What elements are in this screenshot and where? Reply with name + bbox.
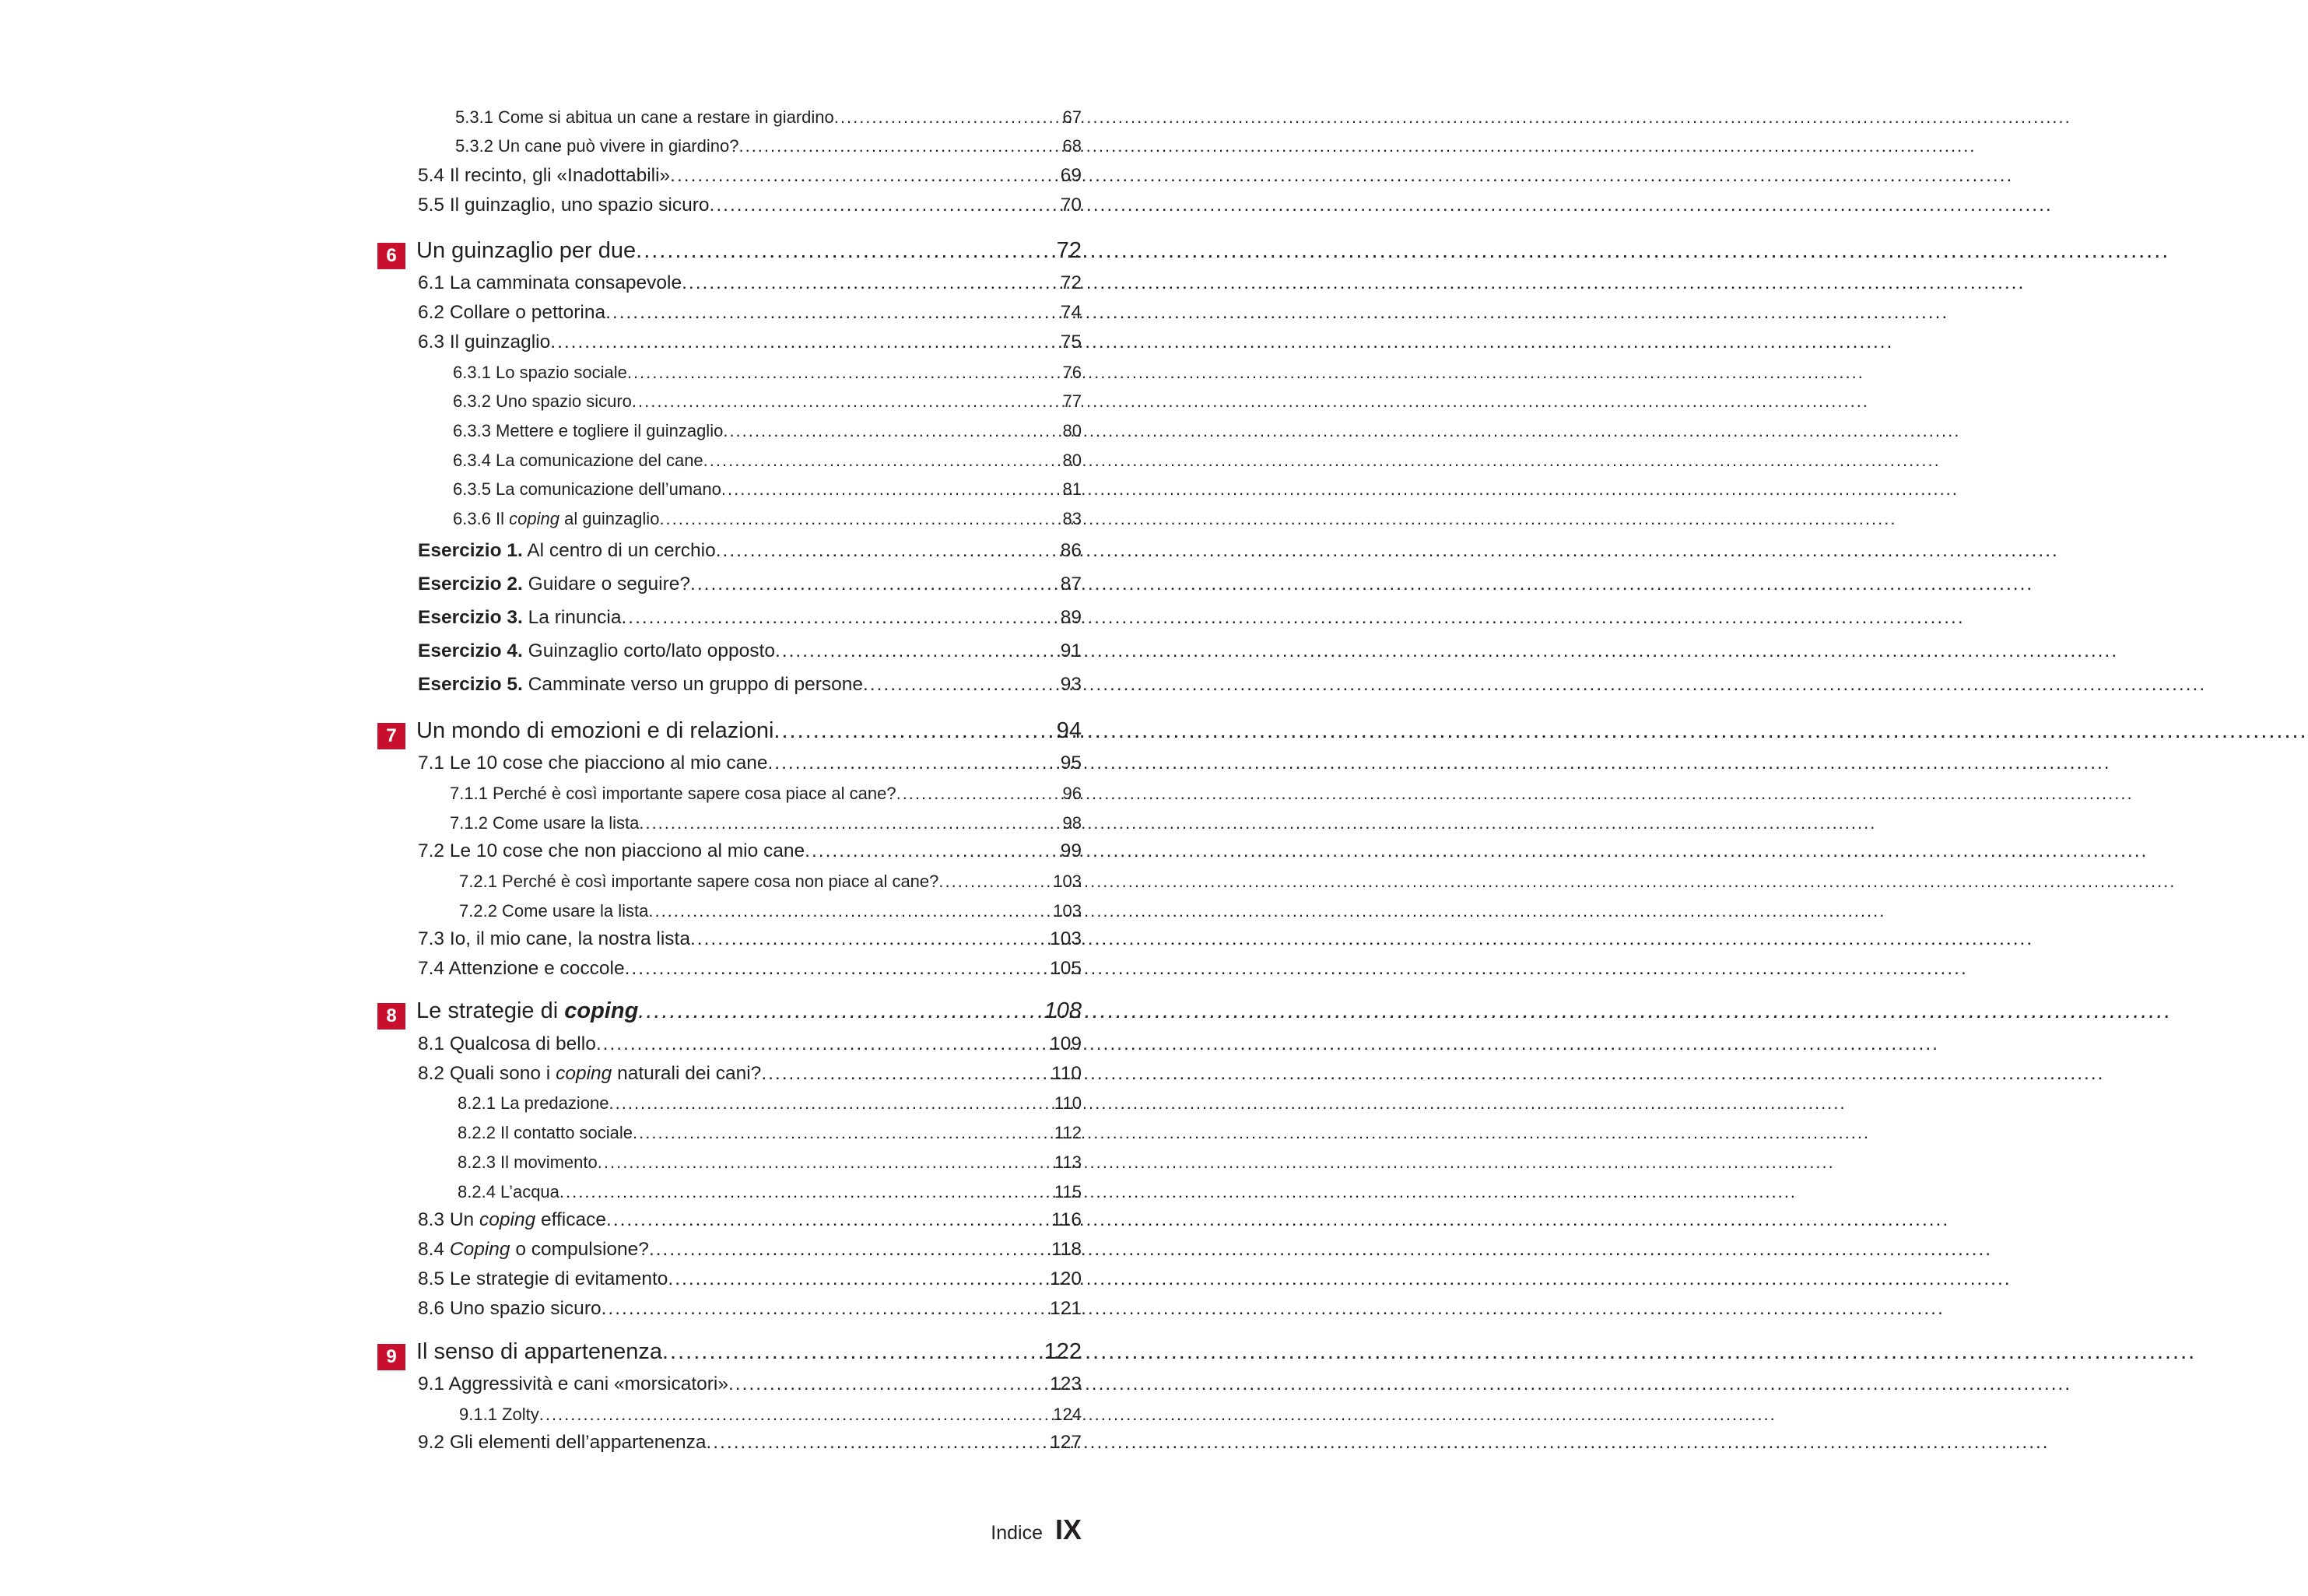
toc-entry-title: 6.3.2 Uno spazio sicuro xyxy=(453,391,632,411)
dot-leader xyxy=(639,813,1062,833)
toc-entry-title: 8.1 Qualcosa di bello xyxy=(418,1033,596,1054)
dot-leader xyxy=(834,107,1063,128)
toc-entry-page: 99 xyxy=(1060,840,1082,861)
toc-entry-title: 7.2 Le 10 cose che non piacciono al mio cane xyxy=(418,840,805,861)
chapter-number-badge: 8 xyxy=(377,1003,405,1030)
toc-entry-title: 5.3.1 Come si abitua un cane a restare in giardino xyxy=(455,107,834,127)
toc-entry-title: 7.4 Attenzione e coccole xyxy=(418,958,625,979)
toc-entry-title: 6.3.6 Il coping al guinzaglio xyxy=(453,509,660,528)
dot-leader xyxy=(627,363,1063,383)
exercise-entry xyxy=(418,674,1082,696)
chapter-entry xyxy=(416,998,1082,1024)
toc-entry-title: 7.2.2 Come usare la lista xyxy=(459,901,649,921)
chapter-number-badge: 7 xyxy=(377,723,405,749)
toc-entry-page: 80 xyxy=(1062,451,1082,470)
toc-entry-page: 89 xyxy=(1060,607,1082,628)
toc-entry-title: 8.4 Coping o compulsione? xyxy=(418,1239,649,1260)
toc-entry xyxy=(453,391,1082,412)
dot-leader xyxy=(605,302,1061,324)
toc-entry-page: 115 xyxy=(1054,1182,1082,1201)
toc-entry xyxy=(458,1093,1082,1114)
dot-leader xyxy=(648,901,1053,921)
dot-leader xyxy=(690,928,1050,950)
toc-entry-page: 105 xyxy=(1050,958,1082,979)
toc-entry-title: 6.3 Il guinzaglio xyxy=(418,331,551,353)
dot-leader xyxy=(622,607,1061,629)
toc-entry-page: 121 xyxy=(1050,1298,1082,1319)
toc-entry-title: 6.2 Collare o pettorina xyxy=(418,302,606,323)
dot-leader xyxy=(723,421,1062,441)
toc-entry-title: 6.3.4 La comunicazione del cane xyxy=(453,451,703,470)
toc-entry-title: 8.2.1 La predazione xyxy=(458,1093,609,1113)
dot-leader xyxy=(703,451,1063,471)
toc-entry-page: 81 xyxy=(1062,479,1082,499)
toc-entry xyxy=(458,1182,1082,1202)
toc-entry-title: Esercizio 1. Al centro di un cerchio xyxy=(418,540,716,561)
toc-entry-page: 80 xyxy=(1062,421,1082,440)
toc-entry xyxy=(418,1373,1082,1395)
toc-entry xyxy=(418,1268,1082,1290)
toc-entry-title: 8.2.4 L’acqua xyxy=(458,1182,559,1201)
toc-entry xyxy=(418,958,1082,980)
toc-entry-title: 7.1.1 Perché è così importante sapere cosa piace al cane? xyxy=(450,784,896,803)
toc-entry-title: 6.3.3 Mettere e togliere il guinzaglio xyxy=(453,421,724,440)
toc-entry-title: Esercizio 5. Camminate verso un gruppo di persone xyxy=(418,674,863,695)
dot-leader xyxy=(598,1152,1054,1173)
toc-entry-title: Esercizio 2. Guidare o seguire? xyxy=(418,574,691,595)
toc-entry-title: 8.6 Uno spazio sicuro xyxy=(418,1298,602,1319)
toc-entry-page: 103 xyxy=(1053,901,1082,921)
toc-entry-page: 76 xyxy=(1062,363,1082,382)
toc-entry-page: 67 xyxy=(1062,107,1082,127)
toc-entry-page: 70 xyxy=(1060,195,1082,216)
dot-leader xyxy=(625,958,1051,980)
dot-leader xyxy=(896,784,1063,804)
chapter-number-badge: 6 xyxy=(377,243,405,269)
page-number: IX xyxy=(1054,1514,1082,1545)
toc-entry-page: 113 xyxy=(1054,1152,1082,1172)
toc-entry-page: 77 xyxy=(1062,391,1082,411)
toc-entry-title: 8.2.3 Il movimento xyxy=(458,1152,598,1172)
dot-leader xyxy=(682,272,1061,294)
toc-entry-page: 91 xyxy=(1060,640,1082,661)
dot-leader xyxy=(636,238,1057,264)
toc-entry-page: 95 xyxy=(1060,752,1082,773)
exercise-entry xyxy=(418,540,1082,562)
dot-leader xyxy=(633,1123,1054,1143)
toc-entry xyxy=(458,1152,1082,1173)
dot-leader xyxy=(559,1182,1054,1202)
toc-entry-page: 94 xyxy=(1056,718,1082,743)
toc-entry-title: Esercizio 3. La rinuncia xyxy=(418,607,622,628)
toc-entry-page: 108 xyxy=(1044,998,1082,1023)
dot-leader xyxy=(659,509,1062,529)
toc-entry xyxy=(450,784,1082,804)
dot-leader xyxy=(539,1405,1054,1425)
toc-entry xyxy=(453,479,1082,500)
dot-leader xyxy=(716,540,1061,562)
toc-entry-page: 98 xyxy=(1062,813,1082,833)
toc-entry-page: 72 xyxy=(1056,238,1082,263)
toc-entry-page: 118 xyxy=(1051,1239,1082,1260)
toc-entry-page: 68 xyxy=(1062,136,1082,156)
chapter-title: Un guinzaglio per due xyxy=(416,238,637,263)
toc-entry-page: 103 xyxy=(1053,872,1082,891)
toc-entry-title: 8.2.2 Il contatto sociale xyxy=(458,1123,633,1142)
dot-leader xyxy=(710,195,1061,216)
dot-leader xyxy=(670,165,1061,187)
dot-leader xyxy=(767,752,1060,774)
toc-entry xyxy=(418,272,1082,294)
dot-leader xyxy=(938,872,1053,892)
footer-section-label: Indice xyxy=(991,1522,1043,1544)
toc-entry xyxy=(418,928,1082,950)
exercise-entry xyxy=(418,607,1082,629)
toc-entry-page: 123 xyxy=(1050,1373,1082,1394)
toc-entry xyxy=(418,331,1082,353)
toc-entry xyxy=(453,451,1082,471)
toc-entry xyxy=(418,302,1082,324)
toc-entry-title: 6.1 La camminata consapevole xyxy=(418,272,682,293)
toc-entry xyxy=(418,1033,1082,1055)
toc-entry-page: 116 xyxy=(1051,1209,1082,1230)
toc-entry xyxy=(459,1405,1082,1425)
chapter-number-badge: 9 xyxy=(377,1344,405,1370)
toc-entry-title: 7.1.2 Come usare la lista xyxy=(450,813,640,833)
toc-entry xyxy=(418,195,1082,216)
toc-entry-title: Esercizio 4. Guinzaglio corto/lato opposto xyxy=(418,640,775,661)
dot-leader xyxy=(805,840,1061,862)
dot-leader xyxy=(606,1209,1051,1231)
toc-entry xyxy=(455,136,1082,156)
dot-leader xyxy=(668,1268,1050,1290)
toc-entry-title: 9.2 Gli elementi dell’appartenenza xyxy=(418,1432,707,1453)
dot-leader xyxy=(632,391,1063,412)
dot-leader xyxy=(775,640,1061,662)
toc-entry-title: 7.1 Le 10 cose che piacciono al mio cane xyxy=(418,752,768,773)
toc-entry-title: 8.3 Un coping efficace xyxy=(418,1209,607,1230)
toc-entry xyxy=(418,1063,1082,1085)
toc-entry xyxy=(418,1209,1082,1231)
dot-leader xyxy=(728,1373,1050,1395)
toc-entry xyxy=(458,1123,1082,1143)
toc-entry-title: 8.5 Le strategie di evitamento xyxy=(418,1268,668,1289)
toc-entry-title: 5.4 Il recinto, gli «Inadottabili» xyxy=(418,165,671,186)
page-footer xyxy=(991,1514,1082,1546)
toc-entry-page: 122 xyxy=(1044,1339,1082,1364)
toc-entry-page: 120 xyxy=(1050,1268,1082,1289)
toc-entry-title: 7.2.1 Perché è così importante sapere cosa non piace al cane? xyxy=(459,872,939,891)
toc-entry-page: 127 xyxy=(1050,1432,1082,1453)
dot-leader xyxy=(706,1432,1050,1454)
toc-entry-page: 103 xyxy=(1050,928,1082,949)
toc-entry-page: 109 xyxy=(1050,1033,1082,1054)
toc-entry xyxy=(418,840,1082,862)
dot-leader xyxy=(638,998,1044,1024)
toc-entry-page: 110 xyxy=(1051,1063,1082,1084)
toc-entry-title: 8.2 Quali sono i coping naturali dei cani? xyxy=(418,1063,762,1084)
exercise-entry xyxy=(418,640,1082,662)
toc-entry-title: 9.1.1 Zolty xyxy=(459,1405,539,1424)
toc-entry-page: 110 xyxy=(1054,1093,1082,1113)
toc-entry-page: 96 xyxy=(1062,784,1082,803)
toc-entry-title: 6.3.1 Lo spazio sociale xyxy=(453,363,627,382)
toc-entry-page: 124 xyxy=(1053,1405,1082,1424)
toc-entry xyxy=(450,813,1082,833)
chapter-title: Il senso di appartenenza xyxy=(416,1339,662,1364)
dot-leader xyxy=(596,1033,1050,1055)
dot-leader xyxy=(761,1063,1051,1085)
toc-entry xyxy=(418,165,1082,187)
toc-entry xyxy=(418,1432,1082,1454)
dot-leader xyxy=(773,718,1056,744)
chapter-title: Le strategie di coping xyxy=(416,998,639,1023)
chapter-entry xyxy=(416,238,1082,264)
toc-entry-title: 5.3.2 Un cane può vivere in giardino? xyxy=(455,136,739,156)
toc-entry xyxy=(418,1298,1082,1320)
toc-entry-title: 5.5 Il guinzaglio, uno spazio sicuro xyxy=(418,195,710,216)
toc-entry xyxy=(453,509,1082,529)
toc-entry xyxy=(418,1239,1082,1261)
toc-entry-page: 74 xyxy=(1060,302,1082,323)
toc-entry xyxy=(453,421,1082,441)
chapter-entry xyxy=(416,1339,1082,1365)
dot-leader xyxy=(721,479,1063,500)
toc-entry-page: 87 xyxy=(1060,574,1082,595)
toc-entry-page: 72 xyxy=(1060,272,1082,293)
exercise-entry xyxy=(418,574,1082,595)
dot-leader xyxy=(609,1093,1054,1114)
toc-entry-page: 75 xyxy=(1060,331,1082,353)
dot-leader xyxy=(738,136,1062,156)
toc-entry xyxy=(453,363,1082,383)
toc-entry xyxy=(459,901,1082,921)
dot-leader xyxy=(550,331,1060,353)
chapter-title: Un mondo di emozioni e di relazioni xyxy=(416,718,774,743)
toc-entry-page: 93 xyxy=(1060,674,1082,695)
toc-entry xyxy=(455,107,1082,128)
toc-entry-title: 6.3.5 La comunicazione dell’umano xyxy=(453,479,721,499)
toc-entry xyxy=(459,872,1082,892)
chapter-entry xyxy=(416,718,1082,744)
dot-leader xyxy=(602,1298,1051,1320)
toc-entry-title: 7.3 Io, il mio cane, la nostra lista xyxy=(418,928,690,949)
toc-entry-page: 69 xyxy=(1060,165,1082,186)
toc-entry-page: 83 xyxy=(1062,509,1082,528)
toc-entry-page: 112 xyxy=(1054,1123,1082,1142)
toc-entry xyxy=(418,752,1082,774)
dot-leader xyxy=(662,1339,1044,1365)
dot-leader xyxy=(649,1239,1051,1261)
dot-leader xyxy=(863,674,1061,696)
dot-leader xyxy=(690,574,1061,595)
toc-entry-title: 9.1 Aggressività e cani «morsicatori» xyxy=(418,1373,728,1394)
toc-entry-page: 86 xyxy=(1060,540,1082,561)
